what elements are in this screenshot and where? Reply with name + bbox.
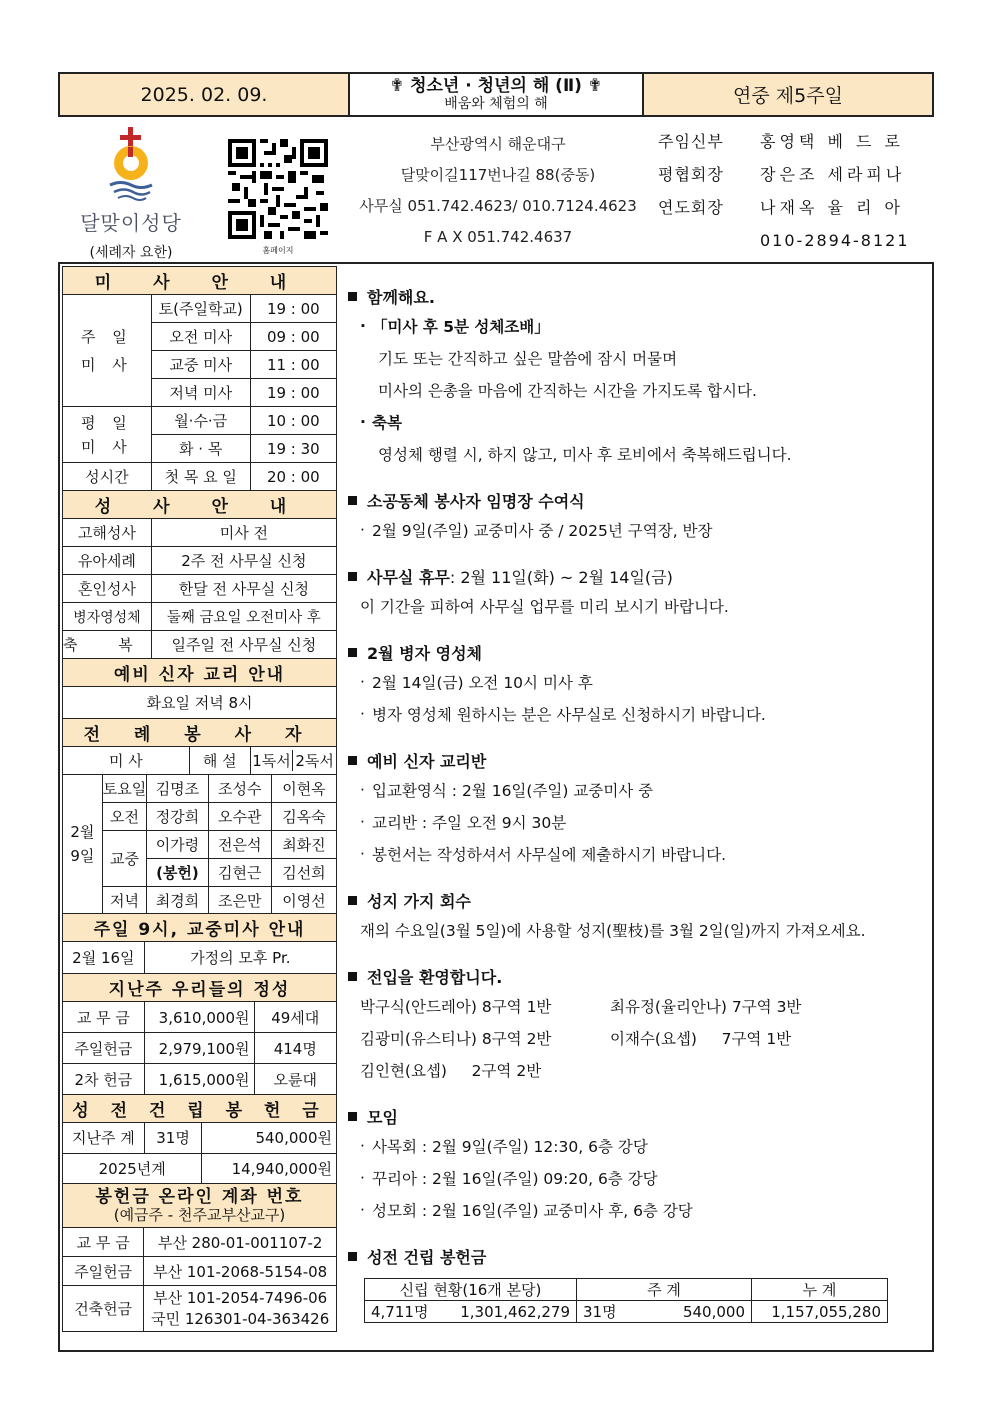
mass9-title: 주일 9시, 교중미사 안내 [63,914,337,942]
new-member: 김인현(요셉) 2구역 2반 [360,1062,542,1080]
notice-line: 봉헌서는 작성하셔서 사무실에 제출하시기 바랍니다. [372,846,727,864]
notice-title: 예비 신자 교리반 [367,751,487,771]
left-column [62,266,337,1332]
mass-time: 19 : 00 [250,379,336,407]
status-header: 누 계 [752,1279,888,1301]
parish-info [58,117,934,262]
staff-name: 나재옥 율 리 아 [760,198,904,217]
building-status-table [364,1278,888,1323]
theme-subtitle: 배움와 체험의 해 [444,96,548,113]
server-commentator: 최경희 [147,886,208,914]
notice-title: 소공동체 봉사자 임명장 수여식 [367,491,585,511]
offering-table [62,913,337,1095]
sacrament-info: 일주일 전 사무실 신청 [151,631,336,659]
offering-amount: 3,610,000원 [144,1002,254,1033]
fund-year-amount: 14,940,000원 [202,1153,337,1184]
account-number: 부산 280-01-001107-2 [144,1228,337,1257]
parish-patron: (세례자 요한) [89,245,173,261]
notice-welcome [348,962,928,1086]
staff-name: 장은조 세라피나 [760,165,906,184]
offering-extra: 49세대 [254,1002,337,1033]
notice-subtitle: 축복 [372,414,402,432]
mass-time: 19 : 30 [250,435,336,463]
mass-name: 교중 미사 [151,351,250,379]
bullet-square-icon [348,496,357,505]
total-amount: 1,157,055,280 [752,1301,888,1323]
staff-role: 주임신부 [658,132,724,151]
bulletin-body [58,262,934,1352]
server-reader2: 최화진 [271,830,336,858]
accounts-table [62,1183,337,1332]
notice-line: 사목회 : 2월 9일(주일) 12:30, 6층 강당 [372,1138,648,1156]
server-commentator: 이가령 [147,830,208,858]
mass-time: 11 : 00 [250,351,336,379]
account-number: 부산 101-2054-7496-06 국민 126301-04-363426 [144,1286,337,1332]
servers-header: 1독서 2독서 [250,747,336,775]
fund-week-amount: 540,000원 [202,1122,337,1153]
notice-line: 이 기간을 피하여 사무실 업무를 미리 보시기 바랍니다. [360,598,729,616]
address-line: 부산광역시 해운대구 [430,135,566,153]
notice-subtitle: 「미사 후 5분 성체조배」 [372,318,550,336]
server-reader1: 오수관 [208,802,271,830]
new-member: 이재수(요셉) 7구역 1반 [610,1030,792,1048]
server-offertory: (봉헌) [147,858,208,886]
sunday-mass-label: 주 일 미 사 [63,295,152,407]
server-mass: 교중 [102,830,146,886]
sacrament-name: 혼인성사 [63,575,152,603]
account-name: 교 무 금 [63,1228,144,1257]
staff-row [658,158,934,191]
staff-row [658,125,934,158]
bullet-square-icon [348,292,357,301]
server-commentator: 김명조 [147,774,208,802]
server-mass: 저녁 [102,886,146,914]
sacrament-name: 유아세례 [63,547,152,575]
notice-line: 꾸리아 : 2월 16일(주일) 09:20, 6층 강당 [372,1170,658,1188]
notice-catechism: 예비 신자 교리반 · 입교환영식 : 2월 16일(주일) 교중미사 중 · 교리반 : 주일 오전 9시 30분 · 봉헌서는 작성하셔서 사무실에 제출하시기 바랍니다. [348,746,928,870]
qr-caption: 홈페이지 [262,246,294,255]
notice-office [348,562,928,622]
offering-extra: 오륜대 [254,1064,337,1095]
sacrament-info: 2주 전 사무실 신청 [151,547,336,575]
notice-title: 성지 가지 회수 [367,891,471,911]
qr-code[interactable] [228,139,328,256]
notices-column [348,282,928,1339]
mass-name: 첫 목 요 일 [151,463,250,491]
week-people: 31명 [577,1301,644,1323]
notice-line: 교리반 : 주일 오전 9시 30분 [372,814,567,832]
notice-palm [348,886,928,946]
bullet-square-icon [348,896,357,905]
address-line: 달맞이길117번나길 88(중동) [400,166,596,184]
status-header: 신립 현황(16개 본당) [365,1279,577,1301]
account-name: 주일헌금 [63,1257,144,1286]
offering-name: 2차 헌금 [63,1064,145,1095]
qr-code-icon [228,139,328,239]
new-member: 최유정(율리안나) 7구역 3반 [610,998,802,1016]
notice-line: 영성체 행렬 시, 하지 않고, 미사 후 로비에서 축복해드립니다. [378,446,792,464]
server-mass: 토요일 [102,774,146,802]
notice-title: 함께해요. [367,287,435,307]
mass-guide-title: 미 사 안 내 [63,267,337,295]
server-reader1: 조은만 [208,886,271,914]
fund-week-label: 지난주 계 [63,1122,145,1153]
notice-title: 사무실 휴무 [367,567,450,587]
mass-time: 10 : 00 [250,407,336,435]
notice-ministry: 소공동체 봉사자 임명장 수여식 · 2월 9일(주일) 교중미사 중 / 2025년 구역장, 반장 [348,486,928,546]
bulletin-date: 2025. 02. 09. [60,74,350,115]
sacrament-info: 둘째 금요일 오전미사 후 [151,603,336,631]
server-reader1: 전은석 [208,830,271,858]
parish-emblem-icon [96,125,166,205]
notice-title: 모임 [367,1107,398,1127]
building-fund-title: 성 전 건 립 봉 헌 금 [63,1094,337,1122]
week-amount: 540,000 [643,1301,751,1323]
pledge-people: 4,711명 [365,1301,442,1323]
mass9-group: 가정의 모후 Pr. [144,942,336,974]
offering-amount: 2,979,100원 [144,1033,254,1064]
notice-line: 기도 또는 간직하고 싶은 말씀에 잠시 머물며 [378,350,678,368]
offering-title: 지난주 우리들의 정성 [63,974,337,1002]
servers-date: 2월 9일 [63,774,103,914]
staff-role: 연도회장 [658,198,724,217]
pledge-amount: 1,301,462,279 [442,1301,577,1323]
servers-header: 해 설 [189,747,250,775]
notice-building [348,1242,928,1323]
mass-name: 토(주일학교) [151,295,250,323]
sacrament-name: 고해성사 [63,519,152,547]
catechumen-title: 예비 신자 교리 안내 [63,659,337,687]
mass-time: 09 : 00 [250,323,336,351]
servers-title: 전 례 봉 사 자 [63,719,337,747]
status-header: 주 계 [577,1279,752,1301]
fax-number: F A X 051.742.4637 [423,228,573,246]
notice-title: 2월 병자 영성체 [367,643,483,663]
info-table [62,266,337,775]
year-theme [350,74,644,115]
sacrament-name: 병자영성체 [63,603,152,631]
notice-together: 함께해요. · 「미사 후 5분 성체조배」 기도 또는 간직하고 싶은 말씀에 잠시 머물며 미사의 은총을 마음에 간직하는 시간을 가지도록 합시다. · 축복 영성체 행렬 시, 하지 않고, 미사 후 로비에서 축복해드립니다. [348,282,928,470]
bullet-square-icon [348,648,357,657]
mass-name: 화 · 목 [151,435,250,463]
notice-line: 2월 9일(주일) 교중미사 중 / 2025년 구역장, 반장 [372,522,713,540]
mass-name: 오전 미사 [151,323,250,351]
staff-name: 홍영택 베 드 로 [760,132,904,151]
mass-time: 19 : 00 [250,295,336,323]
notice-line: 성모회 : 2월 16일(주일) 교중미사 후, 6층 강당 [372,1202,693,1220]
staff-row [658,191,934,224]
sacrament-guide-title: 성 사 안 내 [63,491,337,519]
mass-name: 저녁 미사 [151,379,250,407]
parish-name: 달맞이성당 [80,211,182,235]
office-phone: 사무실 051.742.4623/ 010.7124.4623 [359,197,637,215]
server-reader1: 김현근 [208,858,271,886]
liturgical-week: 연중 제5주일 [733,85,843,107]
fund-year-label: 2025년계 [63,1153,202,1184]
server-commentator: 정강희 [147,802,208,830]
sacrament-info: 미사 전 [151,519,336,547]
catechumen-time: 화요일 저녁 8시 [63,687,337,719]
sacrament-info: 한달 전 사무실 신청 [151,575,336,603]
account-number: 부산 101-2068-5154-08 [144,1257,337,1286]
staff-phone: 010-2894-8121 [760,231,910,250]
notice-sick: 2월 병자 영성체 · 2월 14일(금) 오전 10시 미사 후 · 병자 영성체 원하시는 분은 사무실로 신청하시기 바랍니다. [348,638,928,730]
offering-amount: 1,615,000원 [144,1064,254,1095]
bullet-square-icon [348,756,357,765]
building-fund-table [62,1094,337,1185]
server-reader2: 이현옥 [271,774,336,802]
server-reader2: 김선희 [271,858,336,886]
notice-line: 미사의 은총을 마음에 간직하는 시간을 가지도록 합시다. [378,382,757,400]
new-member: 김광미(유스티나) 8구역 2반 [360,1030,552,1048]
notice-meetings: 모임 · 사목회 : 2월 9일(주일) 12:30, 6층 강당 · 꾸리아 : 2월 16일(주일) 09:20, 6층 강당 · 성모회 : 2월 16일(주일) 교중미사 후, 6층 강당 [348,1102,928,1226]
notice-line: 병자 영성체 원하시는 분은 사무실로 신청하시기 바랍니다. [372,706,766,724]
servers-table [62,774,337,915]
mass-name: 월·수·금 [151,407,250,435]
bullet-square-icon [348,1112,357,1121]
new-member: 박구식(안드레아) 8구역 1반 [360,998,552,1016]
notice-title: 성전 건립 봉헌금 [367,1247,487,1267]
bullet-square-icon [348,572,357,581]
staff-role: 평협회장 [658,165,724,184]
account-name: 건축헌금 [63,1286,144,1332]
notice-line: 2월 14일(금) 오전 10시 미사 후 [372,674,593,692]
notice-line: 재의 수요일(3월 5일)에 사용할 성지(聖枝)를 3월 2일(일)까지 가져오세요. [360,922,866,940]
server-mass: 오전 [102,802,146,830]
weekday-mass-label: 평 일 미 사 [63,407,152,463]
servers-header: 미 사 [63,747,190,775]
server-reader2: 김옥숙 [271,802,336,830]
server-reader1: 조성수 [208,774,271,802]
bullet-square-icon [348,972,357,981]
parish-address [348,129,648,253]
notice-title: 전입을 환영합니다. [367,967,503,987]
mass-time: 20 : 00 [250,463,336,491]
accounts-title: 봉헌금 온라인 계좌 번호 (예금주 - 천주교부산교구) [63,1184,337,1228]
header-bar [58,72,934,117]
notice-line: 입교환영식 : 2월 16일(주일) 교중미사 중 [372,782,654,800]
holy-hour-label: 성시간 [63,463,152,491]
offering-name: 교 무 금 [63,1002,145,1033]
offering-extra: 414명 [254,1033,337,1064]
offering-name: 주일헌금 [63,1033,145,1064]
fund-week-count: 31명 [144,1122,202,1153]
parish-staff [658,125,934,257]
bullet-square-icon [348,1252,357,1261]
parish-logo [76,125,186,262]
theme-title: ✟ 청소년 · 청년의 해 (Ⅱ) ✟ [389,75,603,96]
mass9-date: 2월 16일 [63,942,145,974]
notice-dates: : 2월 11일(화) ~ 2월 14일(금) [449,567,673,587]
sacrament-name: 축 복 [63,631,152,659]
server-reader2: 이영선 [271,886,336,914]
